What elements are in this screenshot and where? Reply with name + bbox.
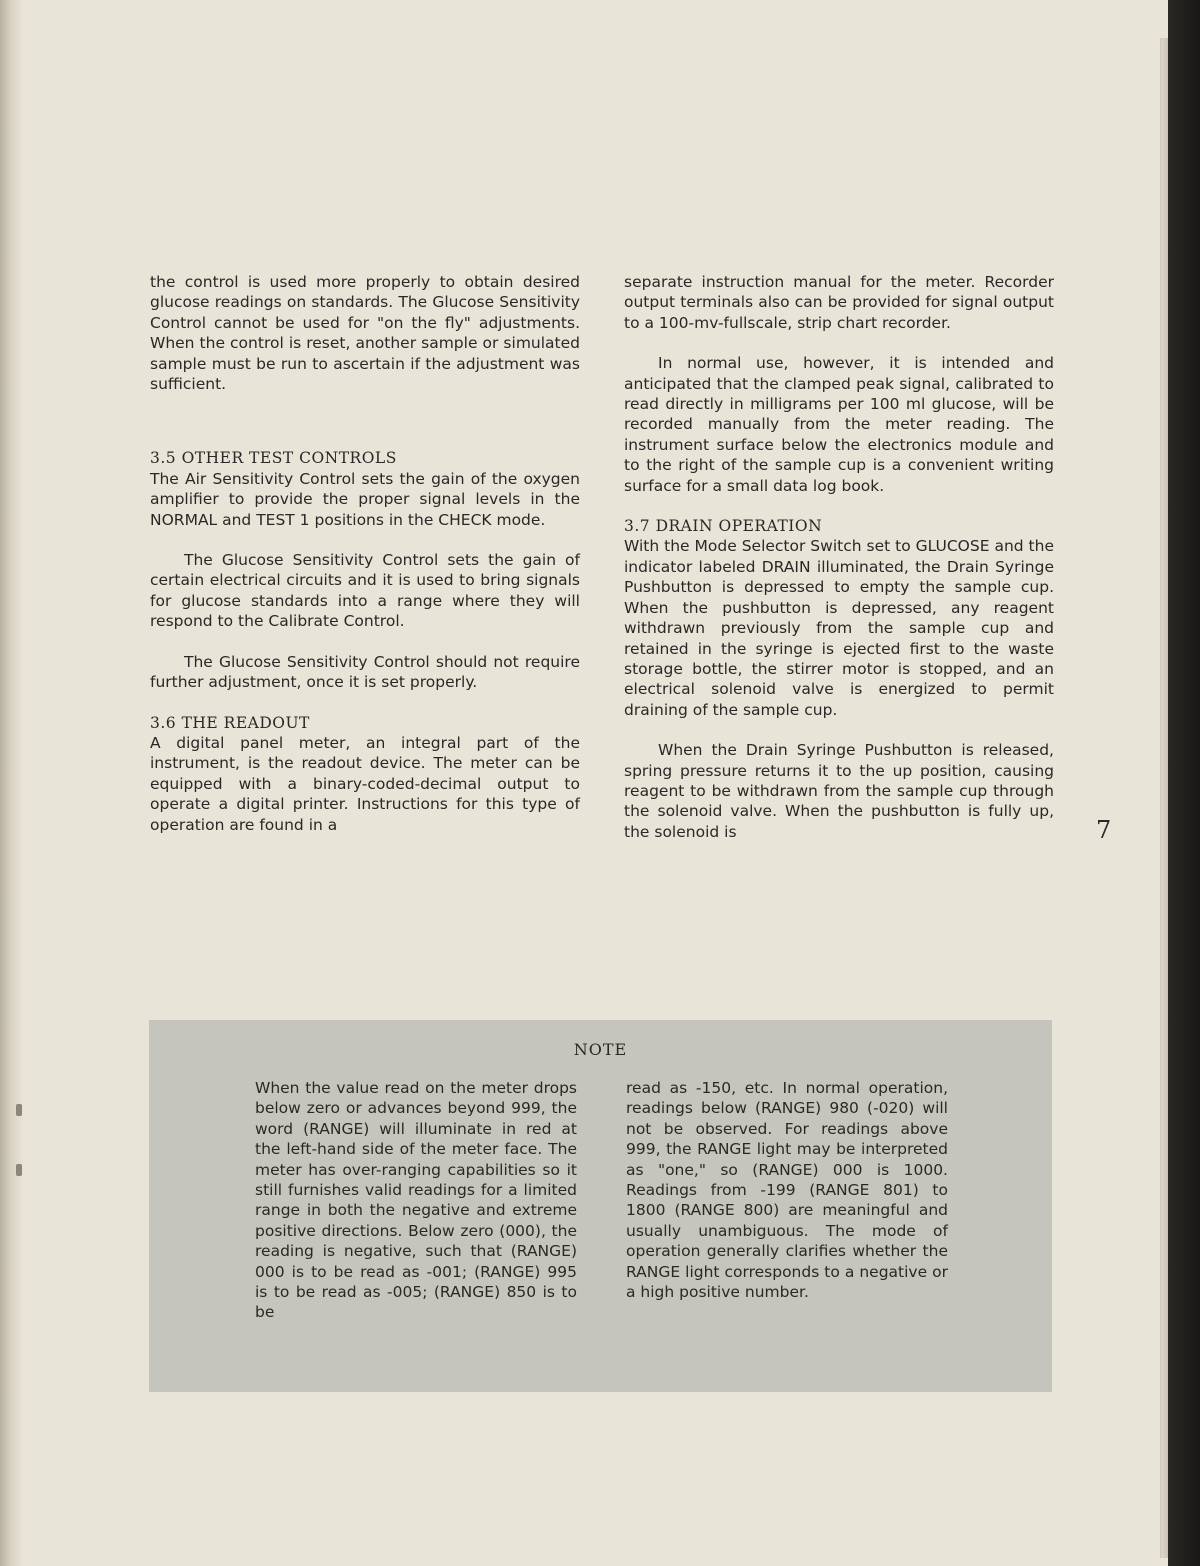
section-heading-3-5: 3.5 OTHER TEST CONTROLS — [150, 449, 397, 468]
staple-mark — [16, 1164, 22, 1176]
paragraph: The Air Sensitivity Control sets the gain of the oxygen amplifier to provide the proper signal levels in the NORMAL and TEST 1 positions in the CHECK mode. — [150, 469, 580, 529]
paragraph: In normal use, however, it is intended and anticipated that the clamped peak signal, calibrated to read directly in milligrams per 100 ml glucose, will be recorded manually from the meter reading. The instrument surface below the electronics module and to the right of the sample cup is a convenient writing surface for a small data log book. — [624, 354, 1054, 495]
paragraph: The Glucose Sensitivity Control should not require further adjustment, once it is set properly. — [150, 652, 580, 692]
scan-background-edge — [1168, 0, 1200, 1566]
paragraph: When the Drain Syringe Pushbutton is released, spring pressure returns it to the up position, causing reagent to be withdrawn from the sample cup through the solenoid valve. When the pushbutton is fully up, the solenoid is — [624, 741, 1054, 841]
paragraph: The Glucose Sensitivity Control sets the gain of certain electrical circuits and it is used to bring signals for glucose standards into a range where they will respond to the Calibrate Control. — [150, 551, 580, 631]
paragraph: separate instruction manual for the meter. Recorder output terminals also can be provided for signal output to a 100-mv-fullscale, strip chart recorder. — [624, 273, 1054, 332]
note-right-text: read as -150, etc. In normal operation, readings below (RANGE) 980 (-020) will not be observed. For readings above 999, the RANGE light may be interpreted as "one," so (RANGE) 000 is 1000. Readings from -199 (RANGE 801) to 1800 (RANGE 800) are meaningful and usually unambiguous. The mode of operation generally clarifies whether the RANGE light corresponds to a negative or a high positive number. — [626, 1079, 948, 1302]
section-heading-3-6: 3.6 THE READOUT — [150, 713, 310, 732]
paragraph: the control is used more properly to obtain desired glucose readings on standards. The Glucose Sensitivity Control cannot be used for "on the fly" adjustments. When the control is reset, another sample or simulated sample must be run to ascertain if the adjustment was sufficient. — [150, 273, 580, 394]
note-left-text: When the value read on the meter drops below zero or advances beyond 999, the word (RANGE) will illuminate in red at the left-hand side of the meter face. The meter has over-ranging capabilities so it still furnishes valid readings for a limited range in both the negative and extreme positive directions. Below zero (000), the reading is negative, such that (RANGE) 000 is to be read as -001; (RANGE) 995 is to be read as -005; (RANGE) 850 is to be — [255, 1079, 577, 1322]
right-text-column — [624, 272, 1054, 862]
binding-spine — [0, 0, 24, 1566]
paragraph: With the Mode Selector Switch set to GLUCOSE and the indicator labeled DRAIN illuminated, the Drain Syringe Pushbutton is depressed to empty the sample cup. When the pushbutton is depressed, any reagent withdrawn previously from the sample cup and retained in the syringe is ejected first to the waste storage bottle, the stirrer motor is stopped, and an electrical solenoid valve is energized to permit draining of the sample cup. — [624, 537, 1054, 719]
section-heading-3-7: 3.7 DRAIN OPERATION — [624, 517, 823, 536]
page-number: 7 — [1096, 816, 1112, 844]
paragraph: A digital panel meter, an integral part of the instrument, is the readout device. The meter can be equipped with a binary-coded-decimal output to operate a digital printer. Instructions for this type of operation are found in a — [150, 733, 580, 834]
note-title: NOTE — [573, 1040, 628, 1059]
staple-mark — [16, 1104, 22, 1116]
page-stack-edge — [1160, 38, 1168, 1558]
left-text-column — [150, 272, 580, 855]
note-box — [149, 1020, 1052, 1392]
